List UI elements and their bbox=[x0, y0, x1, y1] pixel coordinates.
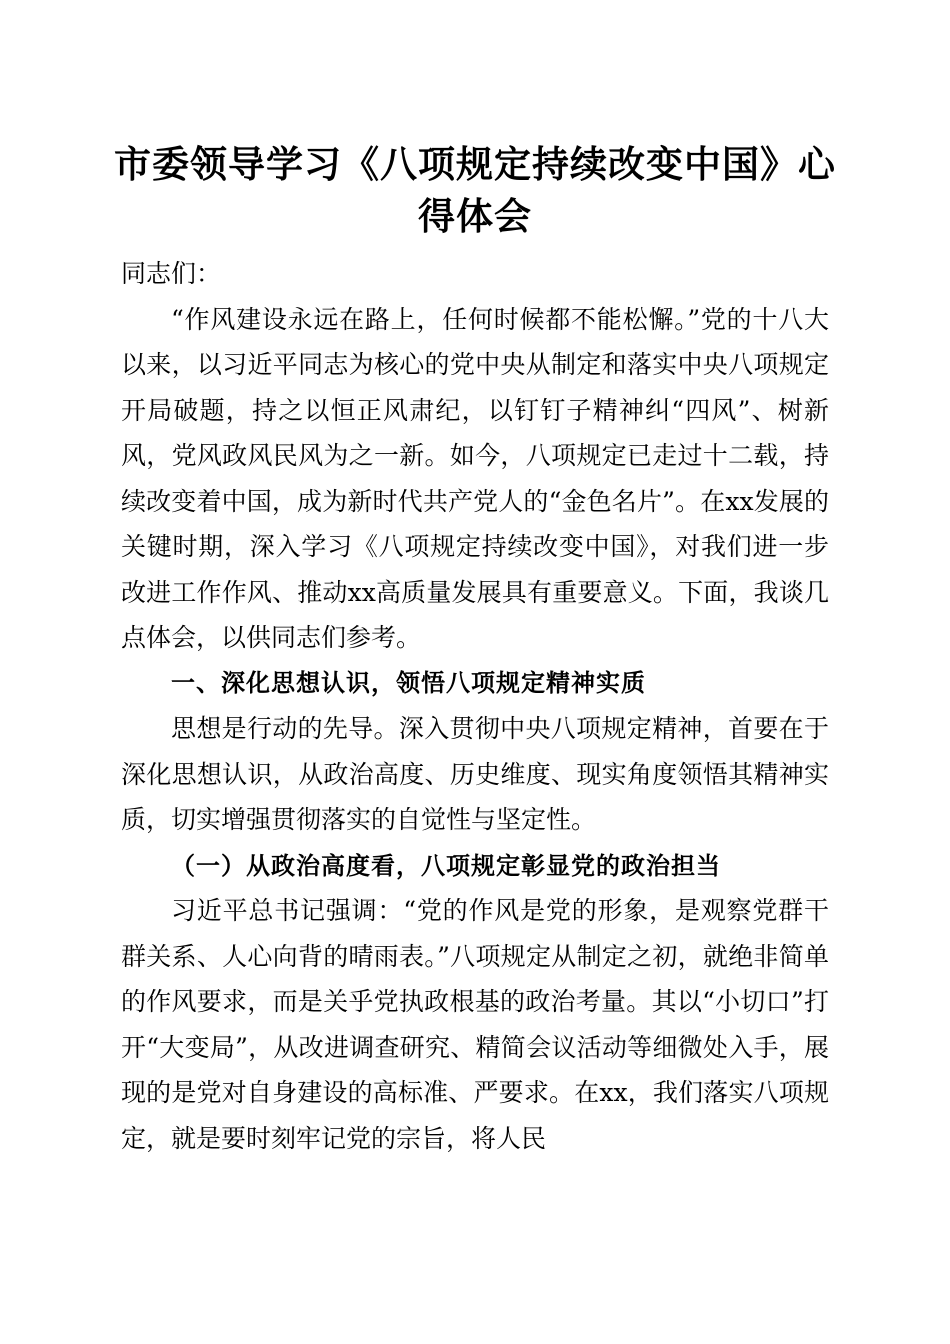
paragraph-section-1: 思想是行动的先导。深入贯彻中央八项规定精神，首要在于深化思想认识，从政治高度、历史维度、现实角度领悟其精神实质，切实增强贯彻落实的自觉性与坚定性。 bbox=[121, 714, 829, 834]
paragraph-intro: “作风建设永远在路上，任何时候都不能松懈。”党的十八大以来，以习近平同志为核心的党中央从制定和落实中央八项规定开局破题，持之以恒正风肃纪，以钉钉子精神纠“四风”、树新风，党风政风民风为之一新。如今，八项规定已走过十二载，持续改变着中国，成为新时代共产党人的“金色名片”。在xx发展的关键时期，深入学习《八项规定持续改变中国》，对我们进一步改进工作作风、推动xx高质量发展具有重要意义。下面，我谈几点体会，以供同志们参考。 bbox=[121, 304, 829, 652]
paragraph-subsection-1: 习近平总书记强调：“党的作风是党的形象，是观察党群干群关系、人心向背的晴雨表。”八项规定从制定之初，就绝非简单的作风要求，而是关乎党执政根基的政治考量。其以“小切口”打开“大变局”，从改进调查研究、精简会议活动等细微处入手，展现的是党对自身建设的高标准、严要求。在xx，我们落实八项规定，就是要时刻牢记党的宗旨，将人民 bbox=[121, 896, 829, 1153]
salutation: 同志们： bbox=[121, 259, 222, 288]
section-heading-1: 一、深化思想认识，领悟八项规定精神实质 bbox=[171, 668, 646, 697]
document-body bbox=[121, 251, 829, 1161]
document-title: 市委领导学习《八项规定持续改变中国》心得体会 bbox=[114, 142, 836, 238]
subsection-heading-1: （一）从政治高度看，八项规定彰显党的政治担当 bbox=[171, 850, 721, 880]
